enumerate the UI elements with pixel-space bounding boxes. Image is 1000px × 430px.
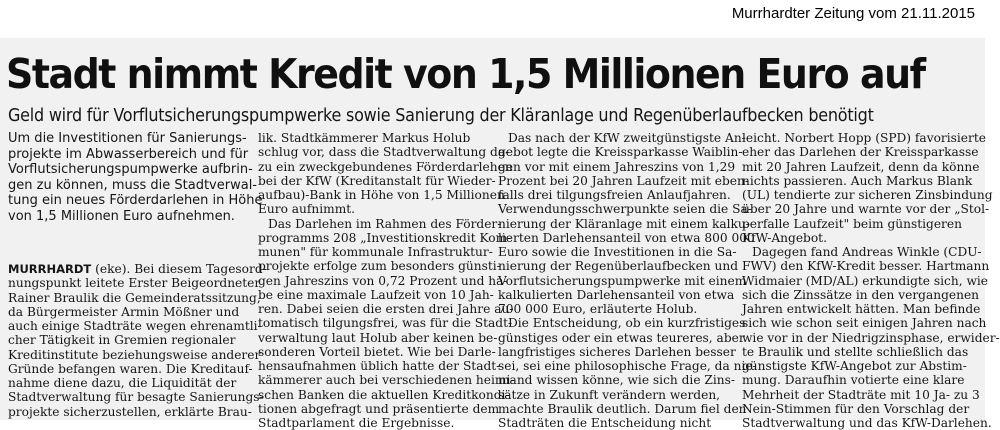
text-line: sei, sei eine philosophische Frage, da nie- xyxy=(498,359,757,373)
text-line: zu ein zweckgebundenes Förderdarlehen xyxy=(258,159,513,174)
text-line: aufbau)-Bank in Höhe von 1,5 Millionen xyxy=(258,188,505,202)
text-line: Prozent bei 20 Jahren Laufzeit mit eben- xyxy=(498,173,749,188)
text-line: sonderen Vorteil bietet. Wie bei Darle- xyxy=(258,344,496,359)
text-line: Verwendungsschwerpunkte seien die Sa- xyxy=(498,202,752,217)
text-line: Stadtparlament die Ergebnisse. xyxy=(258,416,455,430)
text-line: gen Jahreszins von 0,72 Prozent und ha- xyxy=(258,273,508,288)
text-line: projekte sicherzustellen, erklärte Brau- xyxy=(8,404,252,419)
text-line: be eine maximale Laufzeit von 10 Jah- xyxy=(258,287,494,302)
text-line: schlug vor, dass die Stadtverwaltung da- xyxy=(258,145,510,160)
text-line: Mehrheit der Stadträte mit 10 Ja- zu 3 xyxy=(742,387,980,402)
text-line: leicht. Norbert Hopp (SPD) favorisierte xyxy=(742,131,986,145)
column-2 xyxy=(258,131,515,430)
text-line: 700 000 Euro, erläuterte Holub. xyxy=(498,302,698,316)
text-line: mand wissen könne, wie sich die Zins- xyxy=(498,373,735,388)
text-line: nierung der Regenüberlaufbecken und xyxy=(498,259,739,274)
text-line: lik. Stadtkämmerer Markus Holub xyxy=(258,131,471,145)
text-line: ren. Dabei seien die ersten drei Jahre au- xyxy=(258,302,514,316)
text-line: nichts passieren. Auch Markus Blank xyxy=(742,173,973,188)
text-line: lierten Darlehensanteil von etwa 800 000 xyxy=(498,230,755,245)
text-line: KfW-Angebot. xyxy=(742,230,827,245)
source-label: Murrhardter Zeitung vom 21.11.2015 xyxy=(731,5,975,22)
text-line: munen" für kommunale Infrastruktur- xyxy=(258,245,493,259)
text-line: nungspunkt leitete Erster Beigeordneter xyxy=(8,276,261,291)
text-line: verwaltung laut Holub aber keinen be- xyxy=(258,330,498,345)
text-line: Dagegen fand Andreas Winkle (CDU- xyxy=(752,245,982,259)
intro-paragraph xyxy=(8,131,263,224)
text-line: gen vor mit einem Jahreszins von 1,29 xyxy=(498,159,736,174)
dateline-text: (eke). Bei diesem Tagesord- xyxy=(91,262,267,276)
text-line: nierung der Kläranlage mit einem kalku- xyxy=(498,216,750,231)
text-line: programms 208 „Investitionskredit Kom- xyxy=(258,230,512,245)
text-line: Kreditinstitute beziehungsweise anderer xyxy=(8,347,261,362)
text-line: kämmerer auch bei verschiedenen heimi- xyxy=(258,373,515,388)
intro-line: projekte im Abwasserbereich und für xyxy=(8,146,249,162)
text-line: Euro aufnimmt. xyxy=(258,202,356,217)
text-line: Das nach der KfW zweitgünstigste An- xyxy=(508,131,746,145)
text-line: langfristiges sicheres Darlehen besser xyxy=(498,344,736,359)
text-line: nahme diene dazu, die Liquidität der xyxy=(8,376,237,390)
column-4 xyxy=(742,131,1000,430)
intro-line: von 1,5 Millionen Euro aufnehmen. xyxy=(8,208,235,224)
text-line: Rainer Braulik die Gemeinderatssitzung, xyxy=(8,290,261,305)
text-line: tionen abgefragt und präsentierte dem xyxy=(258,401,500,416)
text-line: sich wie schon seit einigen Jahren nach xyxy=(742,316,987,331)
text-line: eher das Darlehen der Kreissparkasse xyxy=(742,145,979,160)
text-line: Die Entscheidung, ob ein kurzfristiges xyxy=(508,316,746,331)
text-line: kalkulierten Darlehensanteil von etwa xyxy=(498,287,735,302)
dateline: MURRHARDT xyxy=(8,262,92,276)
text-line: Stadträten die Entscheidung nicht xyxy=(498,416,712,430)
text-line: Nein-Stimmen für den Vorschlag der xyxy=(742,401,970,416)
text-line: da Bürgermeister Armin Mößner und xyxy=(8,304,240,319)
text-line: sich die Zinssätze in den vergangenen xyxy=(742,287,980,302)
text-line: Gründe befangen waren. Die Kreditauf- xyxy=(8,361,253,376)
text-line: tomatisch tilgungsfrei, was für die Stadt- xyxy=(258,316,513,331)
text-line: bei der KfW (Kreditanstalt für Wieder- xyxy=(258,173,496,188)
column-1-body xyxy=(8,262,267,419)
text-line: Stadtverwaltung und das KfW-Darlehen. xyxy=(742,416,992,430)
text-line: günstigste KfW-Angebot zur Abstim- xyxy=(742,359,967,373)
column-3 xyxy=(498,131,757,430)
text-line: gebot legte die Kreissparkasse Waiblin- xyxy=(498,145,743,160)
text-line: mit 20 Jahren Laufzeit, denn da könne xyxy=(742,159,980,174)
intro-line: gen zu können, muss die Stadtverwal- xyxy=(8,177,257,193)
text-line: perfalle Laufzeit" beim günstigeren xyxy=(742,216,962,231)
text-line: wie vor in der Niedrigzinsphase, erwider- xyxy=(742,330,1000,345)
text-line: cher Tätigkeit in Gremien regionaler xyxy=(8,333,236,348)
text-line: Vorflutsicherungspumpwerke mit einem xyxy=(498,273,747,288)
headline: Stadt nimmt Kredit von 1,5 Millionen Euro auf xyxy=(6,50,925,98)
text-line: Widmaier (MD/AL) erkundigte sich, wie xyxy=(742,273,989,288)
text-line: te Braulik und stellte schließlich das xyxy=(742,344,969,359)
text-line: falls drei tilgungsfreien Anlaufjahren. xyxy=(498,188,731,202)
text-line: über 20 Jahre und warnte vor der „Stol- xyxy=(742,202,990,217)
intro-line: Vorflutsicherungspumpwerke aufbrin- xyxy=(8,162,253,177)
text-line: FWV) den KfW-Kredit besser. Hartmann xyxy=(742,259,990,274)
intro-line: Um die Investitionen für Sanierungs- xyxy=(8,131,247,146)
text-line: schen Banken die aktuellen Kreditkondi- xyxy=(258,387,510,402)
text-line: machte Braulik deutlich. Darum fiel den xyxy=(498,401,747,416)
text-line: (UL) tendierte zur sicheren Zinsbindung xyxy=(742,188,993,202)
text-line: projekte erfolge zum besonders günsti- xyxy=(258,259,501,274)
text-line: Stadtverwaltung für besagte Sanierungs- xyxy=(8,390,264,405)
text-line: Euro sowie die Investitionen in die Sa- xyxy=(498,245,737,259)
text-line: günstiges oder ein etwas teureres, aber xyxy=(498,330,745,345)
text-line: mung. Daraufhin votierte eine klare xyxy=(742,373,965,388)
subheadline: Geld wird für Vorflutsicherungspumpwerke sowie Sanierung der Kläranlage und Regenüberlaufbecken benötigt xyxy=(8,106,874,126)
text-line: Jahren entwickelt hätten. Man befinde xyxy=(742,302,981,316)
text-line: hensaufnahmen üblich hatte der Stadt- xyxy=(258,359,501,373)
text-line: Das Darlehen im Rahmen des Förder- xyxy=(268,216,502,231)
text-line: auch einige Stadträte wegen ehrenamtli- xyxy=(8,319,262,333)
text-line: sätze in Zukunft verändern werden, xyxy=(498,387,721,402)
intro-line: tung ein neues Förderdarlehen in Höhe xyxy=(8,193,263,208)
